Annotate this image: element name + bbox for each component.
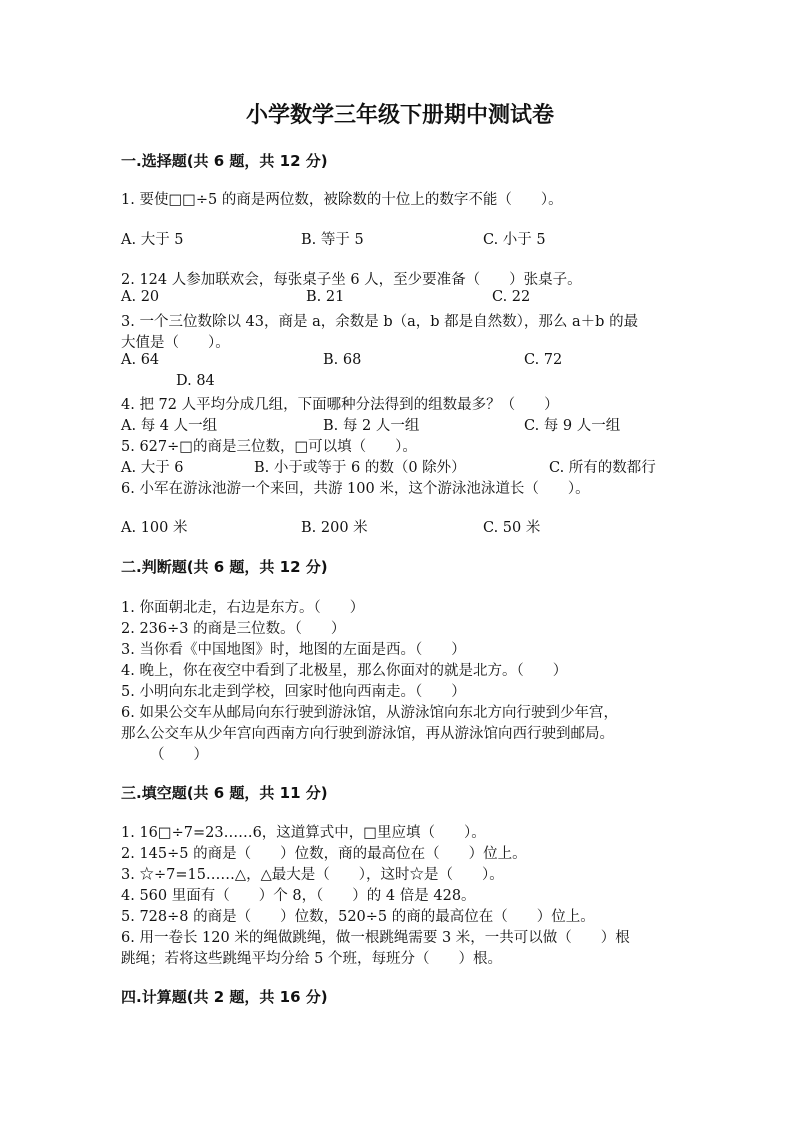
option-c: C. 每 9 人一组 xyxy=(524,418,621,434)
question-text: 1. 要使□□÷5 的商是两位数，被除数的十位上的数字不能（ ）。 xyxy=(121,192,563,208)
statement: 5. 小明向东北走到学校，回家时他向西南走。（ ） xyxy=(121,684,466,700)
fill-question-cont: 跳绳；若将这些跳绳平均分给 5 个班，每班分（ ）根。 xyxy=(121,951,502,967)
section-heading-calc: 四.计算题(共 2 题，共 16 分) xyxy=(121,988,328,1006)
statement: 4. 晚上，你在夜空中看到了北极星，那么你面对的就是北方。（ ） xyxy=(121,663,568,679)
statement: 2. 236÷3 的商是三位数。（ ） xyxy=(121,621,346,637)
section-heading-choice: 一.选择题(共 6 题，共 12 分) xyxy=(121,152,328,170)
question-text-cont: 大值是（ ）。 xyxy=(121,335,230,351)
option-b: B. 68 xyxy=(323,352,362,368)
option-a: A. 每 4 人一组 xyxy=(121,418,218,434)
statement: 3. 当你看《中国地图》时，地图的左面是西。（ ） xyxy=(121,642,466,658)
statement-cont: 那么公交车从少年宫向西南方向行驶到游泳馆，再从游泳馆向西行驶到邮局。 xyxy=(121,726,614,742)
question-text: 2. 124 人参加联欢会，每张桌子坐 6 人，至少要准备（ ）张桌子。 xyxy=(121,272,582,288)
question-text: 3. 一个三位数除以 43，商是 a，余数是 b（a，b 都是自然数），那么 a＋b 的最 xyxy=(121,314,639,330)
fill-question: 2. 145÷5 的商是（ ）位数，商的最高位在（ ）位上。 xyxy=(121,846,527,862)
option-b: B. 200 米 xyxy=(301,520,368,536)
fill-question: 4. 560 里面有（ ）个 8，（ ）的 4 倍是 428。 xyxy=(121,888,476,904)
question-text: 6. 小军在游泳池游一个来回，共游 100 米，这个游泳池泳道长（ ）。 xyxy=(121,481,590,497)
page-title: 小学数学三年级下册期中测试卷 xyxy=(245,103,554,128)
option-b: B. 小于或等于 6 的数（0 除外） xyxy=(254,460,466,476)
fill-question: 1. 16□÷7=23……6，这道算式中，□里应填（ ）。 xyxy=(121,825,486,841)
option-c: C. 22 xyxy=(492,289,531,305)
option-a: A. 大于 5 xyxy=(121,232,184,248)
question-text: 4. 把 72 人平均分成几组，下面哪种分法得到的组数最多？（ ） xyxy=(121,397,559,413)
option-a: A. 20 xyxy=(121,289,160,305)
fill-question: 5. 728÷8 的商是（ ）位数，520÷5 的商的最高位在（ ）位上。 xyxy=(121,909,595,925)
fill-question: 6. 用一卷长 120 米的绳做跳绳，做一根跳绳需要 3 米，一共可以做（ ）根 xyxy=(121,930,630,946)
option-b: B. 21 xyxy=(306,289,345,305)
option-a: A. 100 米 xyxy=(121,520,188,536)
option-d: D. 84 xyxy=(176,373,215,389)
statement: 1. 你面朝北走，右边是东方。（ ） xyxy=(121,600,365,616)
option-b: B. 等于 5 xyxy=(301,232,364,248)
section-heading-fill: 三.填空题(共 6 题，共 11 分) xyxy=(121,784,328,802)
option-a: A. 64 xyxy=(121,352,160,368)
fill-question: 3. ☆÷7=15……△，△最大是（ ），这时☆是（ ）。 xyxy=(121,867,504,883)
option-c: C. 50 米 xyxy=(483,520,541,536)
option-c: C. 小于 5 xyxy=(483,232,546,248)
question-text: 5. 627÷□的商是三位数，□可以填（ ）。 xyxy=(121,439,417,455)
answer-parens: （ ） xyxy=(150,747,208,763)
option-b: B. 每 2 人一组 xyxy=(323,418,420,434)
option-a: A. 大于 6 xyxy=(121,460,184,476)
option-c: C. 所有的数都行 xyxy=(549,460,656,476)
statement: 6. 如果公交车从邮局向东行驶到游泳馆，从游泳馆向东北方向行驶到少年宫， xyxy=(121,705,618,721)
option-c: C. 72 xyxy=(524,352,563,368)
section-heading-judge: 二.判断题(共 6 题，共 12 分) xyxy=(121,558,328,576)
